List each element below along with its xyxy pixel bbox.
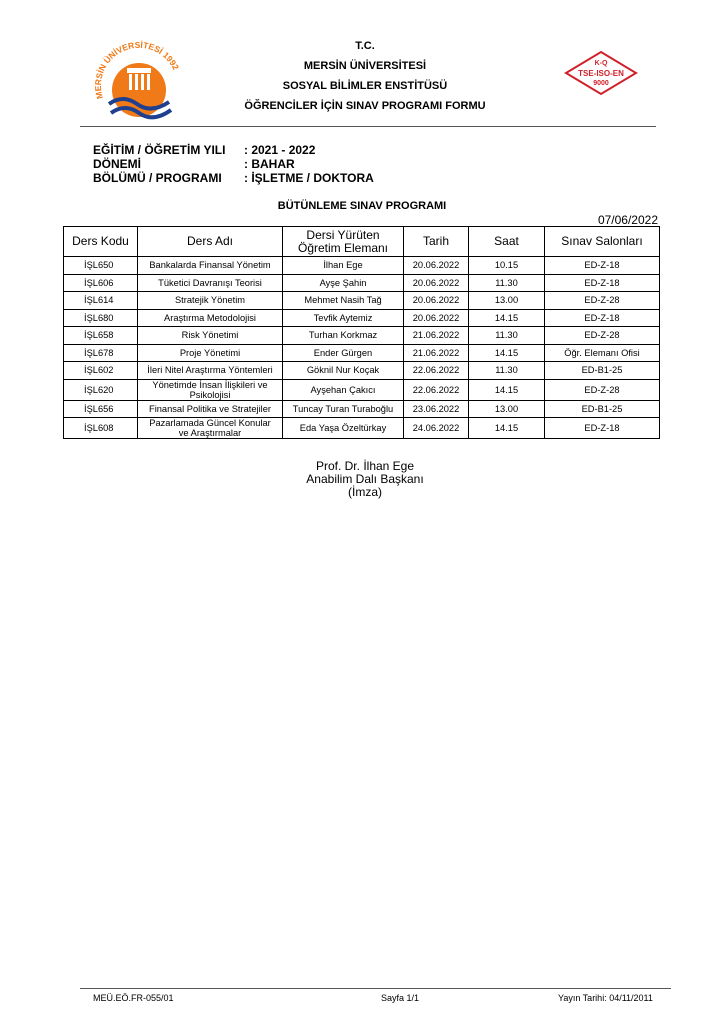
course-name-line: Araştırma Metodolojisi [164, 312, 256, 323]
header-room: Sınav Salonları [545, 227, 660, 257]
header-instructor [283, 227, 404, 257]
course-code-cell: İŞL608 [64, 418, 138, 439]
table-row [64, 418, 660, 439]
course-code-cell: İŞL656 [64, 400, 138, 418]
table-row [64, 274, 660, 292]
course-name-line: Finansal Politika ve Stratejiler [149, 403, 271, 414]
exam-time-cell: 10.15 [469, 257, 545, 275]
course-name-cell [138, 309, 283, 327]
signature-placeholder: (İmza) [348, 485, 382, 499]
cert-line-3: 9000 [593, 80, 609, 87]
course-name-line: Tüketici Davranışı Teorisi [158, 277, 262, 288]
instructor-cell: Ayşe Şahin [283, 274, 404, 292]
info-row-term [93, 157, 374, 171]
university-logo [93, 38, 185, 130]
exam-date-cell: 23.06.2022 [404, 400, 469, 418]
course-name-line: Bankalarda Finansal Yönetim [149, 260, 271, 271]
course-code-cell: İŞL650 [64, 257, 138, 275]
instructor-cell: Tevfik Aytemiz [283, 309, 404, 327]
table-row [64, 292, 660, 310]
header-date: Tarih [404, 227, 469, 257]
info-label: BÖLÜMÜ / PROGRAMI [93, 171, 222, 185]
instructor-cell: İlhan Ege [283, 257, 404, 275]
header-instructor-line1: Dersi Yürüten [306, 227, 380, 242]
header-line-2: MERSİN ÜNİVERSİTESİ [303, 60, 427, 72]
instructor-cell: Tuncay Turan Turaboğlu [283, 400, 404, 418]
course-code-cell: İŞL680 [64, 309, 138, 327]
instructor-cell: Ayşehan Çakıcı [283, 379, 404, 400]
course-name-cell [138, 418, 283, 439]
table-row [64, 400, 660, 418]
exam-room-cell: ED-B1-25 [545, 400, 660, 418]
info-row-year [93, 143, 374, 157]
signer-name: Prof. Dr. İlhan Ege [315, 459, 415, 473]
page-number: Sayfa 1/1 [381, 993, 420, 1003]
table-body [64, 257, 660, 439]
signer-title: Anabilim Dalı Başkanı [306, 472, 424, 486]
exam-time-cell: 13.00 [469, 400, 545, 418]
instructor-cell: Göknil Nur Koçak [283, 362, 404, 380]
info-value: : 2021 - 2022 [244, 143, 316, 157]
table-row [64, 309, 660, 327]
logo-ring-text: MERSİN ÜNİVERSİTESİ 1992 [93, 39, 182, 100]
course-code-cell: İŞL602 [64, 362, 138, 380]
info-row-department [93, 171, 374, 185]
header-time: Saat [469, 227, 545, 257]
course-name-cell [138, 327, 283, 345]
info-value: : İŞLETME / DOKTORA [244, 171, 374, 185]
table-row [64, 362, 660, 380]
header-line-1: T.C. [355, 40, 375, 52]
exam-title: BÜTÜNLEME SINAV PROGRAMI [277, 200, 447, 212]
exam-room-cell: ED-Z-18 [545, 309, 660, 327]
course-name-cell [138, 292, 283, 310]
exam-date-cell: 21.06.2022 [404, 327, 469, 345]
exam-room-cell: Öğr. Elemanı Ofisi [545, 344, 660, 362]
course-name-line: Psikolojisi [189, 389, 231, 400]
exam-time-cell: 11.30 [469, 327, 545, 345]
course-name-line: Yönetimde İnsan İlişkileri ve [152, 379, 268, 390]
exam-room-cell: ED-Z-18 [545, 274, 660, 292]
course-code-cell: İŞL606 [64, 274, 138, 292]
exam-room-cell: ED-Z-28 [545, 292, 660, 310]
table-header-row [64, 227, 660, 257]
course-name-line: ve Araştırmalar [178, 428, 242, 438]
course-name-cell [138, 274, 283, 292]
form-code: MEÜ.EÖ.FR-055/01 [93, 993, 174, 1003]
course-code-cell: İŞL614 [64, 292, 138, 310]
exam-room-cell: ED-Z-18 [545, 257, 660, 275]
header-line-3: SOSYAL BİLİMLER ENSTİTÜSÜ [282, 80, 448, 92]
table-row [64, 257, 660, 275]
table-row [64, 344, 660, 362]
program-info [93, 143, 374, 185]
course-code-cell: İŞL678 [64, 344, 138, 362]
info-label: DÖNEMİ [93, 157, 141, 171]
cert-line-2: TSE-ISO-EN [578, 69, 624, 78]
exam-room-cell: ED-B1-25 [545, 362, 660, 380]
instructor-cell: Ender Gürgen [283, 344, 404, 362]
header-instructor-line2: Öğretim Elemanı [297, 240, 389, 255]
exam-date-cell: 20.06.2022 [404, 309, 469, 327]
cert-line-1: K-Q [594, 60, 608, 67]
course-name-cell [138, 257, 283, 275]
exam-time-cell: 14.15 [469, 309, 545, 327]
instructor-cell: Turhan Korkmaz [283, 327, 404, 345]
table-row [64, 327, 660, 345]
header-divider [80, 126, 656, 127]
course-name-cell [138, 379, 283, 400]
exam-room-cell: ED-Z-28 [545, 379, 660, 400]
exam-time-cell: 13.00 [469, 292, 545, 310]
exam-date-cell: 22.06.2022 [404, 379, 469, 400]
instructor-cell: Mehmet Nasih Tağ [283, 292, 404, 310]
course-name-line: Pazarlamada Güncel Konular [149, 418, 271, 428]
exam-schedule-table [63, 226, 660, 439]
course-name-line: Proje Yönetimi [179, 347, 241, 358]
header-code: Ders Kodu [64, 227, 138, 257]
header-line-4: ÖĞRENCİLER İÇİN SINAV PROGRAMI FORMU [244, 100, 486, 112]
publish-date: Yayın Tarihi: 04/11/2011 [558, 993, 653, 1003]
course-name-cell [138, 400, 283, 418]
exam-time-cell: 14.15 [469, 418, 545, 439]
course-name-cell [138, 344, 283, 362]
exam-date-cell: 24.06.2022 [404, 418, 469, 439]
table-row [64, 379, 660, 400]
instructor-cell: Eda Yaşa Özeltürkay [283, 418, 404, 439]
exam-room-cell: ED-Z-28 [545, 327, 660, 345]
exam-date-cell: 20.06.2022 [404, 274, 469, 292]
header-name: Ders Adı [138, 227, 283, 257]
exam-time-cell: 11.30 [469, 362, 545, 380]
exam-time-cell: 14.15 [469, 379, 545, 400]
info-value: : BAHAR [244, 157, 295, 171]
exam-time-cell: 11.30 [469, 274, 545, 292]
exam-date-cell: 21.06.2022 [404, 344, 469, 362]
exam-time-cell: 14.15 [469, 344, 545, 362]
document-date: 07/06/2022 [597, 213, 658, 227]
course-name-line: Stratejik Yönetim [174, 295, 246, 306]
exam-date-cell: 20.06.2022 [404, 292, 469, 310]
footer-divider [80, 988, 671, 989]
course-name-line: İleri Nitel Araştırma Yöntemleri [147, 365, 273, 376]
info-label: EĞİTİM / ÖĞRETİM YILI [93, 143, 226, 157]
course-name-cell [138, 362, 283, 380]
course-name-line: Risk Yönetimi [181, 330, 239, 341]
signature-block [265, 460, 465, 499]
exam-room-cell: ED-Z-18 [545, 418, 660, 439]
tse-iso-certification-logo [563, 50, 639, 96]
form-header [230, 36, 500, 116]
exam-date-cell: 22.06.2022 [404, 362, 469, 380]
course-code-cell: İŞL658 [64, 327, 138, 345]
exam-date-cell: 20.06.2022 [404, 257, 469, 275]
course-code-cell: İŞL620 [64, 379, 138, 400]
